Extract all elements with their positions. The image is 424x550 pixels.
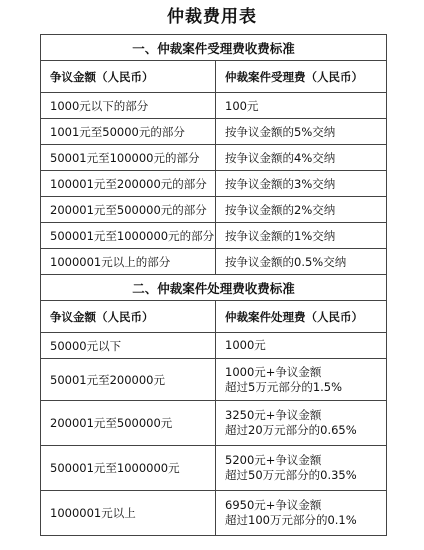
fee-line-1: 3250元+争议金额 <box>225 408 322 422</box>
fee-cell: 按争议金额的5%交纳 <box>216 119 387 145</box>
fee-cell: 按争议金额的4%交纳 <box>216 145 387 171</box>
fee-cell <box>216 446 387 491</box>
fee-cell: 100元 <box>216 93 387 119</box>
table-row <box>41 171 387 197</box>
column-header-row <box>41 61 387 93</box>
fee-cell <box>216 401 387 446</box>
fee-line-2: 超过100万元部分的0.1% <box>225 513 357 527</box>
section-heading-row <box>41 35 387 61</box>
fee-cell: 按争议金额的1%交纳 <box>216 223 387 249</box>
fee-cell <box>216 359 387 401</box>
section-1-heading: 一、仲裁案件受理费收费标准 <box>41 35 387 61</box>
amount-cell: 1001元至50000元的部分 <box>41 119 216 145</box>
fee-line-1: 5200元+争议金额 <box>225 453 322 467</box>
table-row <box>41 119 387 145</box>
fee-line-2: 超过5万元部分的1.5% <box>225 379 343 394</box>
amount-cell: 200001元至500000元的部分 <box>41 197 216 223</box>
fee-line-2: 超过20万元部分的0.65% <box>225 423 357 437</box>
table-row <box>41 145 387 171</box>
amount-cell: 1000001元以上 <box>41 491 216 536</box>
table-row <box>41 197 387 223</box>
column-header-amount: 争议金额（人民币） <box>41 61 216 93</box>
amount-cell: 500001元至1000000元的部分 <box>41 223 216 249</box>
table-row <box>41 249 387 275</box>
amount-cell: 500001元至1000000元 <box>41 446 216 491</box>
fee-line-1: 1000元+争议金额 <box>225 364 322 379</box>
fee-cell: 按争议金额的3%交纳 <box>216 171 387 197</box>
amount-cell: 50001元至200000元 <box>41 359 216 401</box>
section-heading-row <box>41 275 387 301</box>
fee-cell: 按争议金额的2%交纳 <box>216 197 387 223</box>
table-row <box>41 491 387 536</box>
amount-cell: 1000元以下的部分 <box>41 93 216 119</box>
fee-cell <box>216 333 387 359</box>
table-row <box>41 333 387 359</box>
fee-line-1: 6950元+争议金额 <box>225 498 322 512</box>
fee-table <box>40 34 387 536</box>
section-2-heading: 二、仲裁案件处理费收费标准 <box>41 275 387 301</box>
fee-cell <box>216 491 387 536</box>
column-header-row <box>41 301 387 333</box>
amount-cell: 200001元至500000元 <box>41 401 216 446</box>
fee-cell: 按争议金额的0.5%交纳 <box>216 249 387 275</box>
table-row <box>41 93 387 119</box>
table-row <box>41 359 387 401</box>
table-row <box>41 223 387 249</box>
column-header-fee: 仲裁案件处理费（人民币） <box>216 301 387 333</box>
amount-cell: 100001元至200000元的部分 <box>41 171 216 197</box>
table-row <box>41 446 387 491</box>
page-title: 仲裁费用表 <box>167 7 257 27</box>
amount-cell: 1000001元以上的部分 <box>41 249 216 275</box>
amount-cell: 50001元至100000元的部分 <box>41 145 216 171</box>
amount-cell: 50000元以下 <box>41 333 216 359</box>
fee-line-1: 1000元 <box>225 338 266 352</box>
fee-line-2: 超过50万元部分的0.35% <box>225 468 357 482</box>
column-header-amount: 争议金额（人民币） <box>41 301 216 333</box>
table-row <box>41 401 387 446</box>
column-header-fee: 仲裁案件受理费（人民币） <box>216 61 387 93</box>
